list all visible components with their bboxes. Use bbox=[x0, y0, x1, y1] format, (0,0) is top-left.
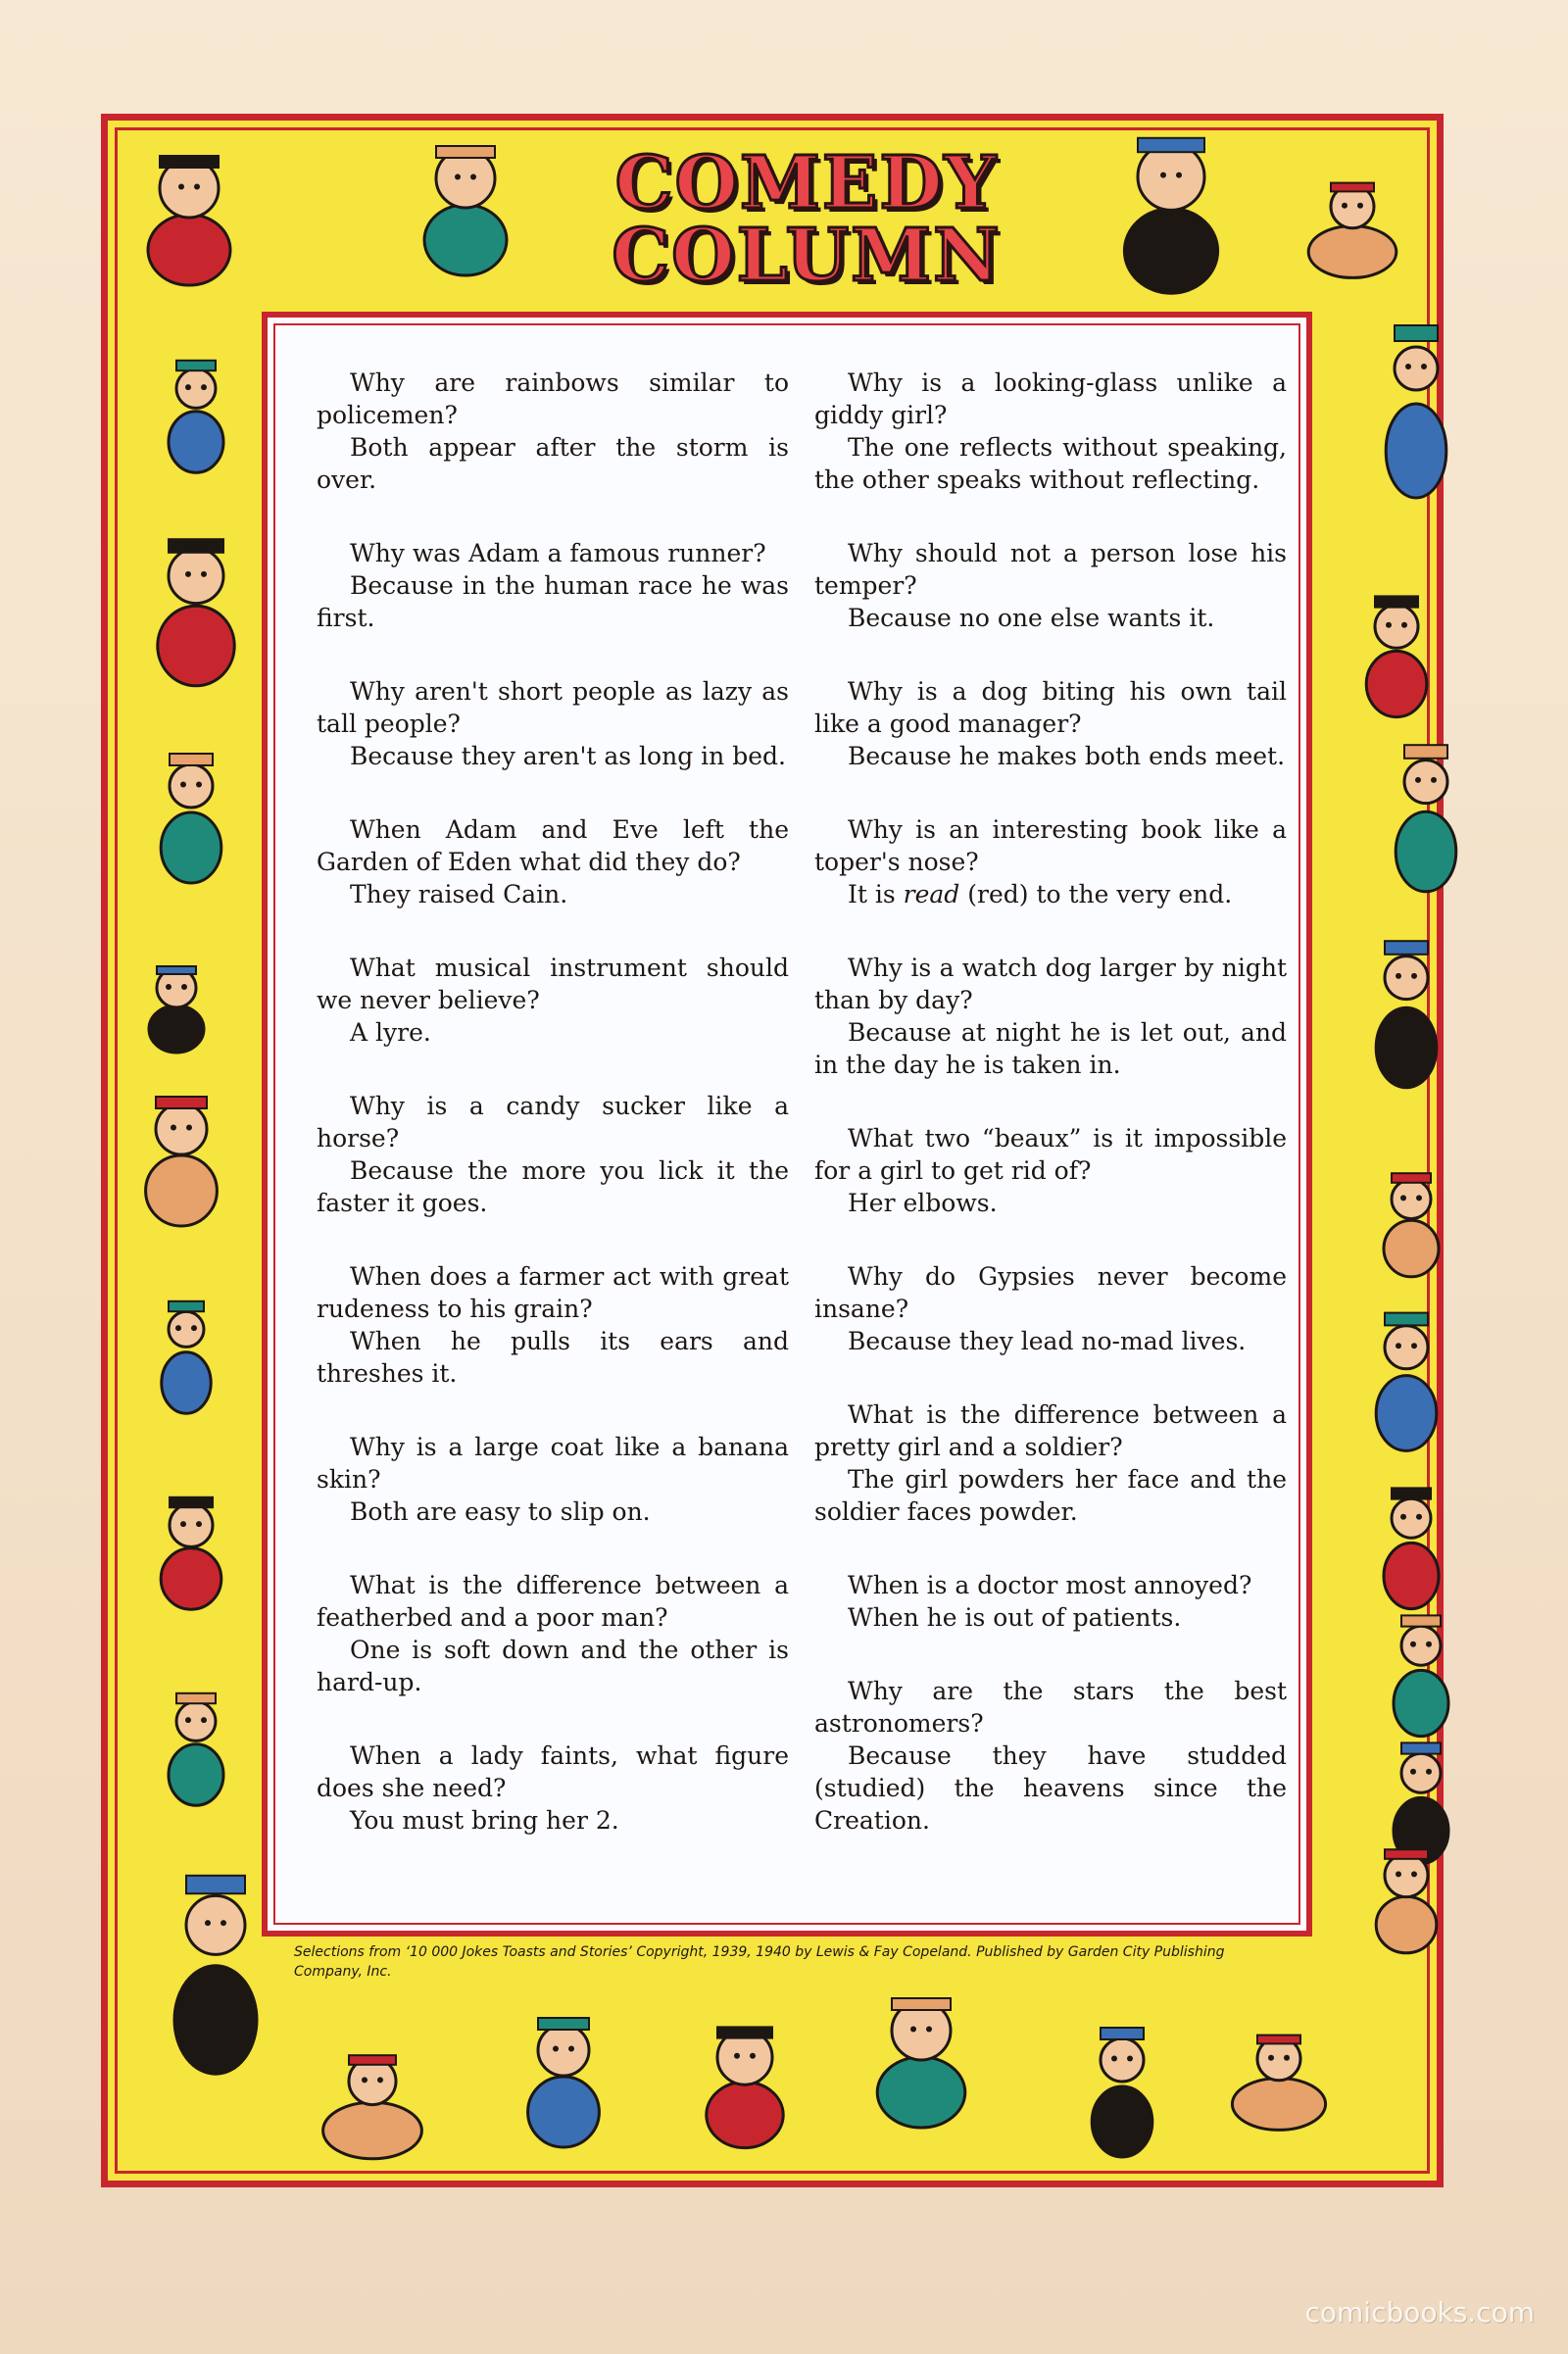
joke-answer: They raised Cain. bbox=[350, 880, 568, 908]
cartoon-character-icon bbox=[1352, 1303, 1460, 1460]
joke-item bbox=[317, 1569, 789, 1698]
page-title bbox=[576, 141, 1037, 298]
joke-question: When Adam and Eve left the Garden of Eden what did they do? bbox=[317, 815, 789, 876]
cartoon-character-icon bbox=[147, 1686, 245, 1813]
joke-question: When a lady faints, what figure does she need? bbox=[317, 1741, 789, 1802]
joke-item bbox=[317, 1740, 789, 1837]
joke-item bbox=[814, 813, 1287, 910]
cartoon-character-icon bbox=[392, 137, 539, 284]
cartoon-character-icon bbox=[284, 2048, 461, 2166]
joke-item bbox=[814, 952, 1287, 1081]
cartoon-character-icon bbox=[1362, 314, 1470, 510]
joke-question: Why is a large coat like a banana skin? bbox=[317, 1433, 789, 1494]
joke-question: What two “beaux” is it impossible for a girl to get rid of? bbox=[814, 1124, 1287, 1185]
joke-item bbox=[317, 1260, 789, 1390]
cartoon-character-icon bbox=[1352, 931, 1460, 1098]
cartoon-character-icon bbox=[127, 529, 265, 696]
joke-answer: When he is out of patients. bbox=[848, 1603, 1182, 1632]
joke-answer: The girl powders her face and the soldier faces powder. bbox=[814, 1465, 1287, 1526]
joke-item bbox=[317, 537, 789, 634]
joke-question: Why do Gypsies never become insane? bbox=[814, 1262, 1287, 1323]
joke-question: What is the difference between a featherbed and a poor man? bbox=[317, 1571, 789, 1632]
jokes-column-right bbox=[814, 367, 1287, 1878]
joke-answer: Because no one else wants it. bbox=[848, 604, 1215, 632]
joke-answer: Because they aren't as long in bed. bbox=[350, 742, 786, 770]
cartoon-character-icon bbox=[118, 1088, 245, 1235]
joke-item bbox=[814, 537, 1287, 634]
cartoon-character-icon bbox=[1068, 2019, 1176, 2166]
joke-question: What is the difference between a pretty girl and a soldier? bbox=[814, 1400, 1287, 1461]
joke-item bbox=[317, 1090, 789, 1219]
joke-item bbox=[814, 675, 1287, 772]
joke-question: Why aren't short people as lazy as tall people? bbox=[317, 677, 789, 738]
cartoon-character-icon bbox=[147, 353, 245, 480]
joke-answer: Both appear after the storm is over. bbox=[317, 433, 789, 494]
cartoon-character-icon bbox=[127, 960, 225, 1058]
cartoon-character-icon bbox=[137, 745, 245, 892]
joke-question: Why should not a person lose his temper? bbox=[814, 539, 1287, 600]
joke-answer-emphasis: read bbox=[903, 880, 960, 908]
cartoon-character-icon bbox=[1372, 1607, 1470, 1744]
cartoon-character-icon bbox=[1274, 176, 1431, 284]
cartoon-character-icon bbox=[1352, 1842, 1460, 1960]
joke-answer-part: (red) to the very end. bbox=[959, 880, 1233, 908]
joke-item bbox=[814, 367, 1287, 496]
cartoon-character-icon bbox=[843, 1989, 1000, 2136]
joke-item bbox=[814, 1122, 1287, 1219]
joke-question: Why is a candy sucker like a horse? bbox=[317, 1092, 789, 1152]
joke-answer: Because they lead no-mad lives. bbox=[848, 1327, 1247, 1355]
joke-item bbox=[814, 1260, 1287, 1357]
joke-item bbox=[317, 813, 789, 910]
joke-question: Why are the stars the best astronomers? bbox=[814, 1677, 1287, 1738]
cartoon-character-icon bbox=[1372, 735, 1480, 902]
joke-question: When does a farmer act with great rudeness to his grain? bbox=[317, 1262, 789, 1323]
joke-question: Why are rainbows similar to policemen? bbox=[317, 368, 789, 429]
joke-question: What musical instrument should we never believe? bbox=[317, 954, 789, 1014]
cartoon-character-icon bbox=[676, 2019, 813, 2156]
joke-item bbox=[317, 675, 789, 772]
copyright-credit: Selections from ‘10 000 Jokes Toasts and Stories’ Copyright, 1939, 1940 by Lewis & Fay Copeland. Published by Garden City Publishing Company, Inc. bbox=[294, 1944, 1225, 1980]
joke-item bbox=[814, 1675, 1287, 1837]
jokes-column-left bbox=[317, 367, 789, 1878]
joke-item bbox=[814, 1398, 1287, 1528]
title-line-2: COLUMN bbox=[612, 214, 1002, 298]
joke-answer: Both are easy to slip on. bbox=[350, 1497, 651, 1526]
joke-item bbox=[317, 367, 789, 496]
cartoon-character-icon bbox=[116, 147, 263, 294]
joke-question: Why is an interesting book like a toper's nose? bbox=[814, 815, 1287, 876]
joke-answer-part: It is bbox=[848, 880, 904, 908]
joke-item bbox=[317, 952, 789, 1049]
joke-answer: You must bring her 2. bbox=[350, 1806, 619, 1835]
cartoon-character-icon bbox=[137, 1490, 245, 1617]
joke-question: Why was Adam a famous runner? bbox=[350, 539, 766, 567]
jokes-panel bbox=[262, 312, 1312, 1937]
joke-answer: When he pulls its ears and threshes it. bbox=[317, 1327, 789, 1388]
joke-answer: Because the more you lick it the faster it goes. bbox=[317, 1156, 789, 1217]
cartoon-character-icon bbox=[1196, 2029, 1362, 2136]
site-watermark: comicbooks.com bbox=[1304, 2296, 1535, 2329]
joke-item bbox=[814, 1569, 1287, 1634]
cartoon-character-icon bbox=[500, 2009, 627, 2156]
joke-question: Why is a dog biting his own tail like a good manager? bbox=[814, 677, 1287, 738]
cartoon-character-icon bbox=[142, 1294, 230, 1421]
joke-answer: Because in the human race he was first. bbox=[317, 571, 789, 632]
joke-item bbox=[317, 1431, 789, 1528]
cartoon-character-icon bbox=[1343, 588, 1450, 725]
cartoon-character-icon bbox=[1362, 1480, 1460, 1617]
joke-question: Why is a watch dog larger by night than by day? bbox=[814, 954, 1287, 1014]
joke-question: When is a doctor most annoyed? bbox=[848, 1571, 1252, 1599]
joke-answer: Because they have studded (studied) the heavens since the Creation. bbox=[814, 1741, 1287, 1835]
cartoon-character-icon bbox=[1088, 127, 1254, 304]
joke-question: Why is a looking-glass unlike a giddy girl? bbox=[814, 368, 1287, 429]
title-line-1: COMEDY bbox=[614, 141, 999, 225]
joke-answer bbox=[814, 878, 1287, 910]
joke-answer: Because at night he is let out, and in the day he is taken in. bbox=[814, 1018, 1287, 1079]
joke-answer: The one reflects without speaking, the other speaks without reflecting. bbox=[814, 433, 1287, 494]
joke-answer: One is soft down and the other is hard-up. bbox=[317, 1636, 789, 1696]
joke-answer: Because he makes both ends meet. bbox=[848, 742, 1286, 770]
cartoon-character-icon bbox=[1362, 1166, 1460, 1284]
joke-answer: A lyre. bbox=[350, 1018, 431, 1047]
joke-answer: Her elbows. bbox=[848, 1189, 998, 1217]
